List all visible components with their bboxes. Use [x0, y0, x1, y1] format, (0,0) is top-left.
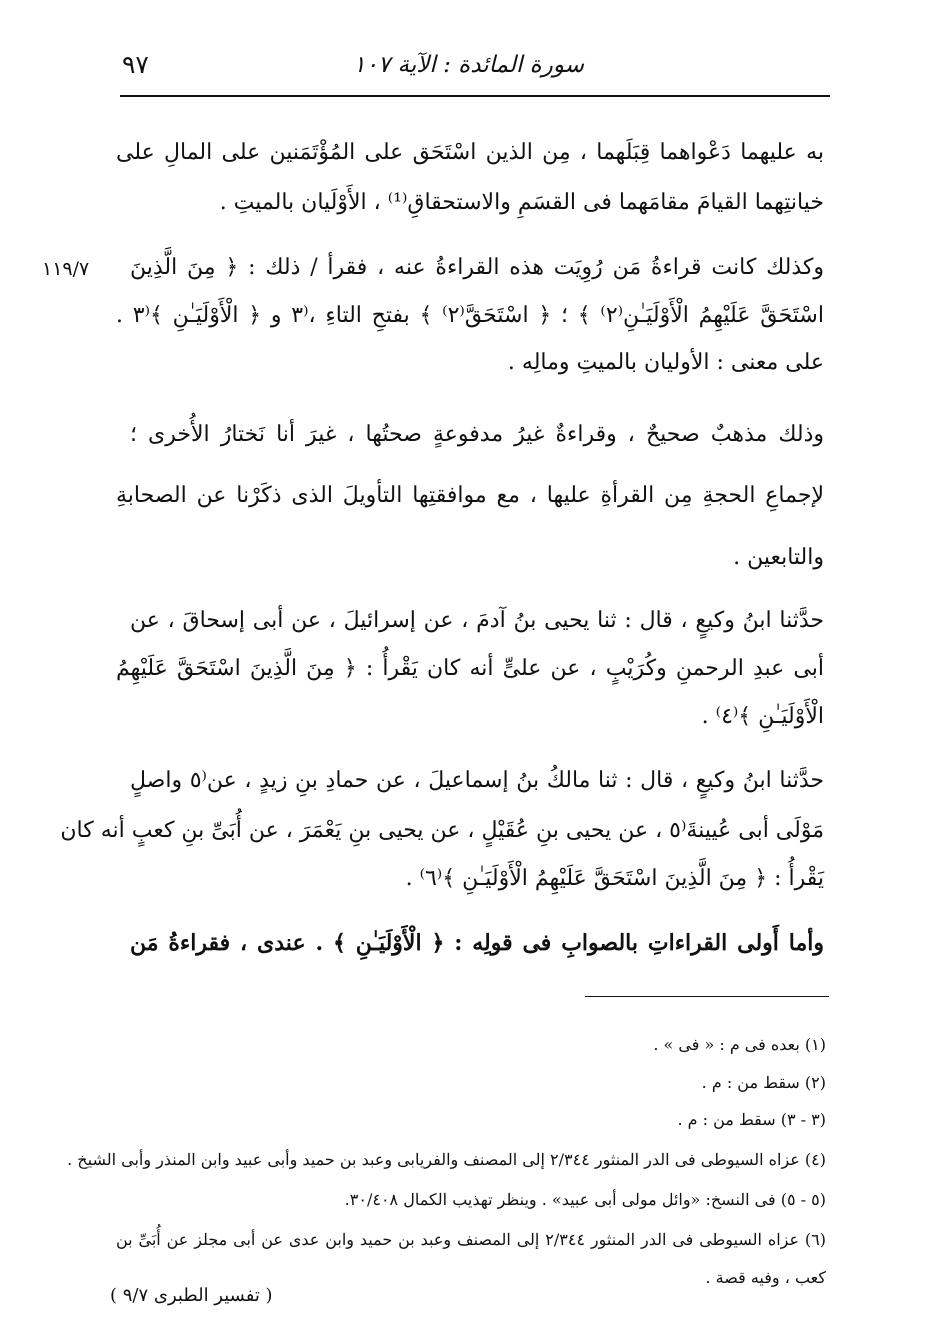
header-rule [120, 95, 830, 97]
margin-reference: ١١٩/٧ [42, 258, 90, 280]
footnote: (٣ - ٣) سقط من : م . [677, 1110, 826, 1129]
footnote: (٢) سقط من : م . [701, 1073, 826, 1092]
body-line: مَوْلَى أبى عُيينةَ⁽٥ ، عن يحيى بنِ عُقَيْلٍ ، عن يحيى بنِ يَعْمَرَ ، عن أُبَىِّ بنِ كعبٍ أنه كان [60, 818, 824, 843]
body-line: اسْتَحَقَّ عَلَيْهِمُ الْأَوْلَيَـٰنِ⁽٢⁾ ﴾ ؛ ﴿ اسْتَحَقَّ⁽٢⁾ ﴾ بفتحِ التاءِ ،⁽٣ و ﴿ الْأَوْلَيَـٰنِ ﴾⁽٣ . [116, 303, 824, 328]
body-line: والتابعين . [733, 545, 824, 570]
footnote: (٦) عزاه السيوطى فى الدر المنثور ٢/٣٤٤ إلى المصنف وعبد بن حميد وابن عدى عن أبى مجلز عن أُبَىِّ بن [116, 1230, 826, 1249]
footnote: (١) بعده فى م : « فى » . [653, 1035, 826, 1054]
body-line: حدَّثنا ابنُ وكيعٍ ، قال : ثنا يحيى بنُ آدمَ ، عن إسرائيلَ ، عن أبى إسحاقَ ، عن [130, 608, 824, 633]
footnote: كعب ، وفيه قصة . [705, 1268, 826, 1287]
body-line: خيانتِهما القيامَ مقامَهما فى القسَمِ والاستحقاقِ⁽¹⁾ ، الأَوْلَيان بالميتِ . [219, 190, 824, 215]
body-line: وذلك مذهبٌ صحيحٌ ، وقراءةٌ غيرُ مدفوعةٍ صحتُها ، غيرَ أنا نَختارُ الأُخرى ؛ [130, 422, 824, 447]
body-line: لإجماعِ الحجةِ مِن القرأةِ عليها ، مع موافقتِها التأويلَ الذى ذكَرْنا عن الصحابةِ [116, 483, 824, 508]
footnote-rule [585, 996, 829, 997]
body-line: وأما أَولى القراءاتِ بالصوابِ فى قولِه : ﴿ الْأَوْلَيَـٰنِ ﴾ . عندى ، فقراءةُ مَن [130, 930, 824, 956]
footer-signature: ( تفسير الطبرى ٩/٧ ) [110, 1285, 273, 1306]
running-header-title: سورة المائدة : الآية ١٠٧ [353, 52, 584, 78]
footnote: (٥ - ٥) فى النسخ: «وائل مولى أبى عبيد» . وينظر تهذيب الكمال ٣٠/٤٠٨. [344, 1190, 826, 1209]
body-line: الْأَوْلَيَـٰنِ ﴾⁽٤⁾ . [701, 704, 824, 729]
body-line: يَقْرأُ : ﴿ مِنَ الَّذِينَ اسْتَحَقَّ عَلَيْهِمُ الْأَوْلَيَـٰنِ ﴾⁽٦⁾ . [405, 866, 824, 891]
body-line: على معنى : الأوليان بالميتِ ومالِه . [507, 350, 824, 375]
page-number: ٩٧ [122, 50, 149, 79]
body-line: به عليهما دَعْواهما قِبَلَهما ، مِن الذين اسْتَحَق على المُؤْتَمَنين على المالِ على [116, 140, 824, 165]
body-line: وكذلك كانت قراءةُ مَن رُوِيَت هذه القراءةُ عنه ، فقرأ / ذلك : ﴿ مِنَ الَّذِينَ [130, 255, 824, 280]
footnote: (٤) عزاه السيوطى فى الدر المنثور ٢/٣٤٤ إلى المصنف والفريابى وعبد بن حميد وأبى عبيد وابن المنذر وأبى الشيخ . [67, 1150, 826, 1169]
body-line: حدَّثنا ابنُ وكيعٍ ، قال : ثنا مالكُ بنُ إسماعيلَ ، عن حمادِ بنِ زيدٍ ، عن⁽٥ واصلٍ [130, 768, 824, 793]
body-line: أبى عبدِ الرحمنِ وكُرَيْبٍ ، عن علىٍّ أنه كان يَقْرأُ : ﴿ مِنَ الَّذِينَ اسْتَحَقَّ عَلَيْهِمُ [116, 656, 825, 681]
